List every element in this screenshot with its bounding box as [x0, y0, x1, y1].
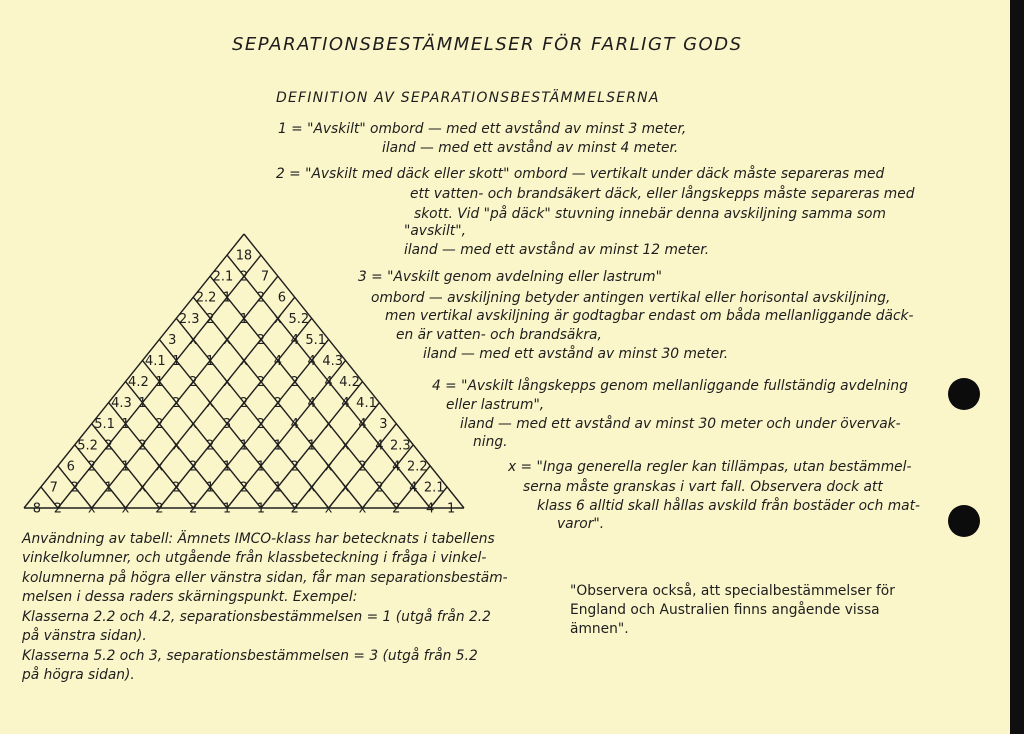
def-x-line-3: klass 6 alltid skall hållas avskild från bostäder och mat-: [537, 498, 921, 514]
separation-value: x: [240, 353, 248, 369]
right-class-label: 8: [243, 248, 253, 264]
separation-value: 2: [290, 375, 299, 391]
separation-value: x: [138, 480, 147, 496]
separation-value: 1: [273, 438, 282, 454]
right-class-label: 2.2: [406, 459, 428, 475]
separation-value: x: [341, 480, 350, 496]
separation-value: x: [121, 501, 130, 517]
separation-value: 1: [121, 417, 130, 433]
separation-value: 2: [87, 459, 96, 475]
def-3-line-2: ombord — avskiljning betyder antingen vertikal eller horisontal avskiljning,: [371, 290, 891, 306]
separation-value: x: [273, 311, 282, 327]
def-2-line-4: "avskilt",: [404, 223, 466, 239]
separation-value: 2: [155, 417, 164, 433]
left-class-label: 4.1: [144, 353, 166, 369]
separation-value: x: [324, 417, 333, 433]
left-class-label: 8: [32, 501, 42, 517]
right-class-label: 4.3: [322, 353, 344, 369]
separation-value: x: [223, 332, 231, 348]
def-3-line-5: iland — med ett avstånd av minst 30 meter.: [423, 346, 729, 362]
def-2-line-1: 2 = "Avskilt med däck eller skott" ombord — vertikalt under däck måste separeras med: [276, 166, 885, 182]
separation-value: 1: [222, 459, 232, 475]
usage-line-2: vinkelkolumner, och utgående från klassbeteckning i fråga i vinkel-: [22, 550, 487, 566]
def-3-line-3: men vertikal avskiljning är godtagbar endast om båda mellanliggande däck-: [385, 308, 914, 324]
def-4-line-1: 4 = "Avskilt långskepps genom mellanliggande fullständig avdelning: [432, 378, 908, 394]
separation-value: 1: [239, 311, 249, 327]
right-class-label: 2.3: [390, 438, 411, 454]
separation-value: 2: [290, 501, 299, 517]
separation-value: 4: [409, 480, 418, 496]
separation-value: 2: [138, 438, 147, 454]
def-3-line-1: 3 = "Avskilt genom avdelning eller lastrum": [358, 269, 662, 285]
separation-value: 4: [426, 501, 435, 517]
separation-value: x: [324, 501, 333, 517]
separation-value: 4: [273, 353, 282, 369]
separation-value: 4: [290, 332, 299, 348]
usage-line-1: Användning av tabell: Ämnets IMCO-klass har betecknats i tabellens: [22, 531, 495, 547]
separation-value: 1: [273, 480, 282, 496]
usage-line-8: på högra sidan).: [22, 667, 135, 683]
separation-value: x: [206, 396, 215, 412]
separation-value: 4: [307, 353, 316, 369]
separation-value: 2: [239, 396, 249, 412]
right-class-label: 5.1: [305, 332, 327, 348]
separation-value: 1: [104, 480, 113, 496]
separation-value: 2: [53, 501, 62, 517]
separation-value: x: [341, 438, 350, 454]
separation-value: 2: [239, 480, 249, 496]
separation-value: 2: [172, 396, 181, 412]
separation-value: 2: [256, 290, 266, 306]
separation-value: 4: [290, 417, 299, 433]
def-2-line-2: ett vatten- och brandsäkert däck, eller långskepps måste separeras med: [410, 186, 915, 202]
separation-value: x: [307, 480, 316, 496]
grid-line: [244, 234, 464, 508]
def-4-line-2: eller lastrum",: [446, 397, 545, 413]
separation-value: 2: [189, 501, 198, 517]
separation-value: 2: [256, 332, 266, 348]
separation-value: x: [189, 417, 198, 433]
def-1-line-2: iland — med ett avstånd av minst 4 meter.: [382, 140, 679, 156]
usage-line-3: kolumnerna på högra eller vänstra sidan, får man separationsbestäm-: [22, 570, 508, 586]
separation-value: 4: [307, 396, 316, 412]
left-class-label: 4.2: [128, 375, 149, 391]
separation-value: 4: [392, 459, 401, 475]
separation-value: 4: [358, 417, 367, 433]
separation-value: x: [358, 501, 367, 517]
usage-line-4: melsen i dessa raders skärningspunkt. Exempel:: [22, 589, 358, 605]
left-class-label: 6: [66, 459, 75, 475]
grid-line: [159, 318, 311, 508]
left-class-label: 5.1: [94, 417, 115, 433]
separation-value: 2: [273, 396, 282, 412]
left-class-label: 2.2: [195, 290, 217, 306]
definition-heading: DEFINITION AV SEPARATIONSBESTÄMMELSERNA: [276, 90, 660, 106]
usage-line-6: på vänstra sidan).: [22, 628, 147, 644]
separation-value: 2: [155, 501, 164, 517]
separation-value: 1: [155, 375, 164, 391]
separation-value: 2: [239, 269, 249, 285]
note-line-3: ämnen".: [570, 621, 629, 637]
right-class-label: 3: [379, 417, 388, 433]
def-x-line-2: serna måste granskas i vart fall. Observera dock att: [523, 479, 883, 495]
separation-value: 1: [172, 353, 181, 369]
note-line-2: England och Australien finns angående vissa: [570, 602, 880, 618]
separation-value: 4: [341, 396, 350, 412]
def-x-line-4: varor".: [557, 516, 605, 532]
separation-value: 2: [104, 438, 113, 454]
right-class-label: 7: [260, 269, 270, 285]
note-line-1: "Observera också, att specialbestämmelser för: [570, 583, 895, 599]
separation-value: 1: [256, 459, 266, 475]
separation-value: 2: [70, 480, 79, 496]
separation-value: 2: [392, 501, 401, 517]
def-4-line-3: iland — med ett avstånd av minst 30 meter och under övervak-: [460, 416, 901, 432]
separation-value: 3: [222, 417, 232, 433]
separation-value: 1: [222, 501, 232, 517]
separation-value: 1: [206, 480, 215, 496]
separation-value: 1: [121, 459, 130, 475]
separation-value: 2: [206, 311, 215, 327]
separation-value: 1: [222, 290, 232, 306]
separation-value: 1: [256, 501, 266, 517]
right-class-label: 6: [277, 290, 287, 306]
left-class-label: 5.2: [77, 438, 98, 454]
left-class-label: 3: [168, 332, 177, 348]
separation-value: 2: [358, 459, 367, 475]
usage-line-5: Klasserna 2.2 och 4.2, separationsbestämmelsen = 1 (utgå från 2.2: [22, 609, 491, 625]
usage-line-7: Klasserna 5.2 och 3, separationsbestämmelsen = 3 (utgå från 5.2: [22, 648, 478, 664]
separation-value: 1: [307, 438, 316, 454]
separation-value: 2: [290, 459, 299, 475]
grid-line: [24, 234, 244, 508]
separation-value: 1: [138, 396, 147, 412]
separation-value: 2: [256, 375, 266, 391]
right-class-label: 1: [446, 501, 456, 517]
separation-value: x: [172, 438, 181, 454]
def-1-line-1: 1 = "Avskilt" ombord — med ett avstånd av minst 3 meter,: [278, 121, 687, 137]
separation-value: 2: [256, 417, 266, 433]
separation-value: 2: [172, 480, 181, 496]
def-2-line-5: iland — med ett avstånd av minst 12 meter.: [404, 242, 710, 258]
left-class-label: 1: [235, 248, 245, 264]
separation-value: 2: [189, 459, 198, 475]
separation-value: 4: [375, 438, 384, 454]
separation-value: x: [223, 375, 231, 391]
separation-value: x: [189, 332, 198, 348]
right-class-label: 2.1: [423, 480, 445, 496]
separation-value: x: [87, 501, 96, 517]
separation-value: 1: [239, 438, 249, 454]
separation-value: x: [324, 459, 333, 475]
separation-value: 1: [206, 353, 215, 369]
separation-value: x: [155, 459, 164, 475]
right-class-label: 4.1: [356, 396, 377, 412]
left-class-label: 2.1: [212, 269, 234, 285]
page-title: SEPARATIONSBESTÄMMELSER FÖR FARLIGT GODS: [232, 34, 743, 55]
def-4-line-4: ning.: [473, 434, 508, 450]
separation-value: 2: [375, 480, 384, 496]
separation-value: 4: [324, 375, 333, 391]
separation-value: 2: [189, 375, 198, 391]
def-x-line-1: x = "Inga generella regler kan tillämpas, utan bestämmel-: [508, 459, 912, 475]
left-class-label: 4.3: [111, 396, 132, 412]
left-class-label: 2.3: [178, 311, 200, 327]
def-2-line-3: skott. Vid "på däck" stuvning innebär denna avskiljning samma som: [414, 206, 886, 222]
def-3-line-4: en är vatten- och brandsäkra,: [396, 327, 602, 343]
left-class-label: 7: [49, 480, 58, 496]
right-class-label: 5.2: [288, 311, 310, 327]
right-class-label: 4.2: [339, 375, 360, 391]
separation-value: 2: [206, 438, 215, 454]
